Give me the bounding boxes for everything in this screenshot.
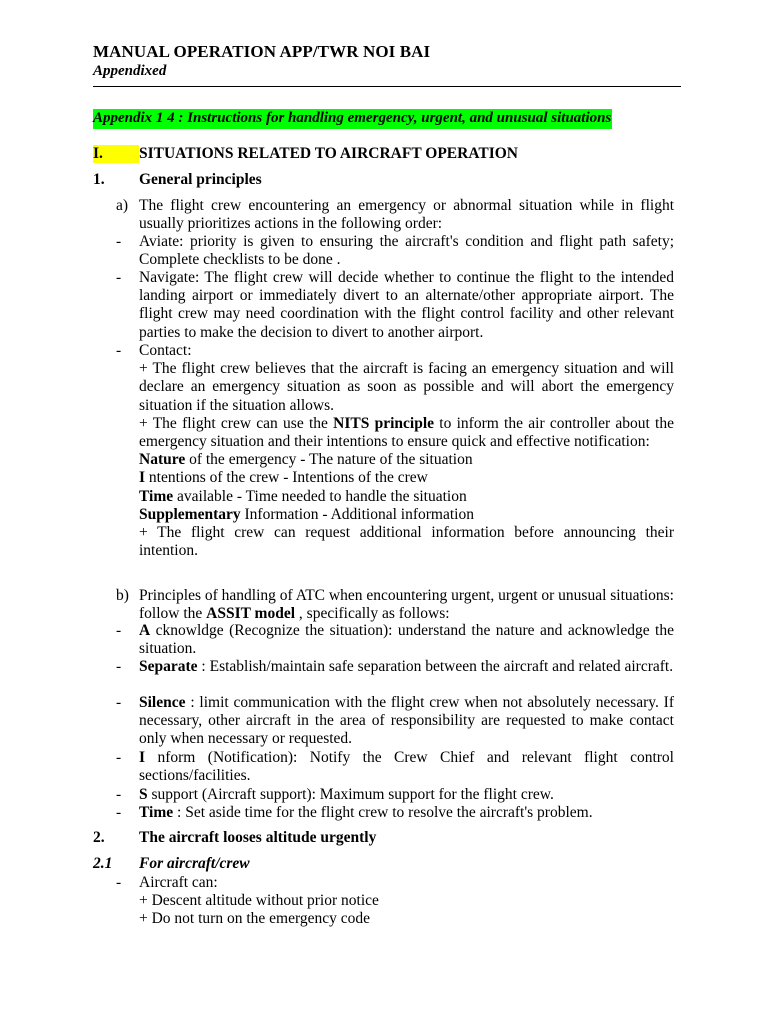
dash-marker: - bbox=[116, 233, 122, 250]
aircraft-can-item: + Do not turn on the emergency code bbox=[139, 910, 370, 928]
contact-label: Contact: bbox=[139, 342, 192, 359]
dash-marker: - bbox=[116, 658, 122, 675]
document-header-title: MANUAL OPERATION APP/TWR NOI BAI bbox=[93, 42, 431, 61]
dash-marker: - bbox=[116, 342, 122, 359]
contact-2-pre: + The flight crew can use the bbox=[139, 414, 334, 432]
aviate-text: Aviate: priority is given to ensuring the aircraft's condition and flight path safety; Complete checklists to be done . bbox=[139, 233, 674, 269]
nits-key: Supplementary bbox=[139, 505, 241, 523]
assit-key: Separate bbox=[139, 658, 198, 675]
section-I-title: SITUATIONS RELATED TO AIRCRAFT OPERATION bbox=[139, 145, 518, 162]
assit-key: A bbox=[139, 622, 151, 639]
aircraft-can-block bbox=[139, 874, 674, 929]
assit-key: Silence bbox=[139, 694, 186, 711]
nits-desc: ntentions of the crew - Intentions of the crew bbox=[145, 469, 428, 487]
nits-key: Nature bbox=[139, 451, 186, 469]
dash-marker: - bbox=[116, 622, 122, 639]
contact-paragraph-1: + The flight crew believes that the aircraft is facing an emergency situation and will declare an emergency situation as soon as possible and will abort the emergency situation if the situation allows. bbox=[139, 360, 674, 414]
assit-desc: support (Aircraft support): Maximum support for the flight crew. bbox=[147, 786, 554, 803]
dash-marker: - bbox=[116, 874, 122, 891]
assit-item bbox=[139, 622, 674, 658]
appendix-title: Appendix 1 4 : Instructions for handling emergency, urgent, and unusual situations bbox=[93, 109, 612, 129]
assit-model-label: ASSIT model bbox=[206, 605, 296, 623]
assit-item bbox=[139, 786, 674, 804]
assit-key: I bbox=[139, 749, 146, 766]
assit-item bbox=[139, 694, 674, 749]
contact-block bbox=[139, 342, 674, 560]
dash-marker: - bbox=[116, 694, 122, 711]
item-a-text: The flight crew encountering an emergency or abnormal situation while in flight usually prioritizes actions in the following order: bbox=[139, 197, 674, 233]
dash-marker: - bbox=[116, 269, 122, 286]
assit-item bbox=[139, 804, 674, 822]
assit-desc: cknowldge (Recognize the situation): understand the nature and acknowledge the situation. bbox=[139, 622, 674, 658]
dash-marker: - bbox=[116, 786, 122, 803]
section-I-number: I. bbox=[93, 145, 103, 162]
assit-item bbox=[139, 658, 674, 676]
contact-2-post: to inform the air controller about the emergency situation and their intentions to ensure quick and effective notification: bbox=[139, 414, 674, 451]
nits-key: I bbox=[139, 469, 146, 487]
item-b-text bbox=[139, 587, 674, 623]
dash-marker: - bbox=[116, 749, 122, 766]
aircraft-can-item: + Descent altitude without prior notice bbox=[139, 892, 379, 910]
aircraft-can-label: Aircraft can: bbox=[139, 874, 218, 891]
header-divider bbox=[93, 86, 681, 87]
item-b-post: , specifically as follows: bbox=[295, 605, 450, 623]
assit-key: Time bbox=[139, 804, 174, 821]
assit-desc: : Set aside time for the flight crew to resolve the aircraft's problem. bbox=[173, 804, 593, 821]
nits-item bbox=[139, 451, 674, 469]
nits-principle-label: NITS principle bbox=[333, 414, 435, 432]
section-2-number: 2. bbox=[93, 829, 105, 846]
nits-desc: available - Time needed to handle the situation bbox=[173, 487, 467, 505]
contact-paragraph-3: + The flight crew can request additional information before announcing their intention. bbox=[139, 524, 674, 560]
section-1-title: General principles bbox=[139, 171, 262, 188]
assit-desc: : Establish/maintain safe separation between the aircraft and related aircraft. bbox=[197, 658, 674, 675]
nits-item bbox=[139, 469, 674, 487]
assit-desc: : limit communication with the flight crew when not absolutely necessary. If necessary, other aircraft in the area of responsibility are requested to make contact only when necessary or requested. bbox=[139, 694, 674, 748]
section-2-1-number: 2.1 bbox=[93, 855, 113, 872]
assit-item bbox=[139, 749, 674, 785]
item-b-marker: b) bbox=[116, 587, 129, 604]
nits-item bbox=[139, 506, 674, 524]
nits-item bbox=[139, 488, 674, 506]
nits-desc: of the emergency - The nature of the situation bbox=[185, 451, 473, 469]
section-1-number: 1. bbox=[93, 171, 105, 188]
section-I-number-highlight bbox=[93, 145, 139, 163]
contact-paragraph-2 bbox=[139, 415, 674, 451]
dash-marker: - bbox=[116, 804, 122, 821]
section-2-title: The aircraft looses altitude urgently bbox=[139, 829, 377, 846]
section-2-1-title: For aircraft/crew bbox=[139, 855, 250, 872]
document-header-subtitle: Appendixed bbox=[93, 63, 167, 79]
item-b-pre: Principles of handling of ATC when encountering urgent, urgent or unusual situations: follow the bbox=[139, 587, 674, 623]
assit-desc: nform (Notification): Notify the Crew Chief and relevant flight control sections/facilities. bbox=[139, 749, 674, 785]
nits-desc: Information - Additional information bbox=[240, 505, 474, 523]
assit-key: S bbox=[139, 786, 148, 803]
nits-key: Time bbox=[139, 487, 174, 505]
navigate-text: Navigate: The flight crew will decide whether to continue the flight to the intended landing airport or immediately divert to an alternate/other appropriate airport. The flight crew may need coordination with the flight control facility and other relevant parties to make the decision to divert to another airport. bbox=[139, 269, 674, 341]
item-a-marker: a) bbox=[116, 197, 129, 214]
